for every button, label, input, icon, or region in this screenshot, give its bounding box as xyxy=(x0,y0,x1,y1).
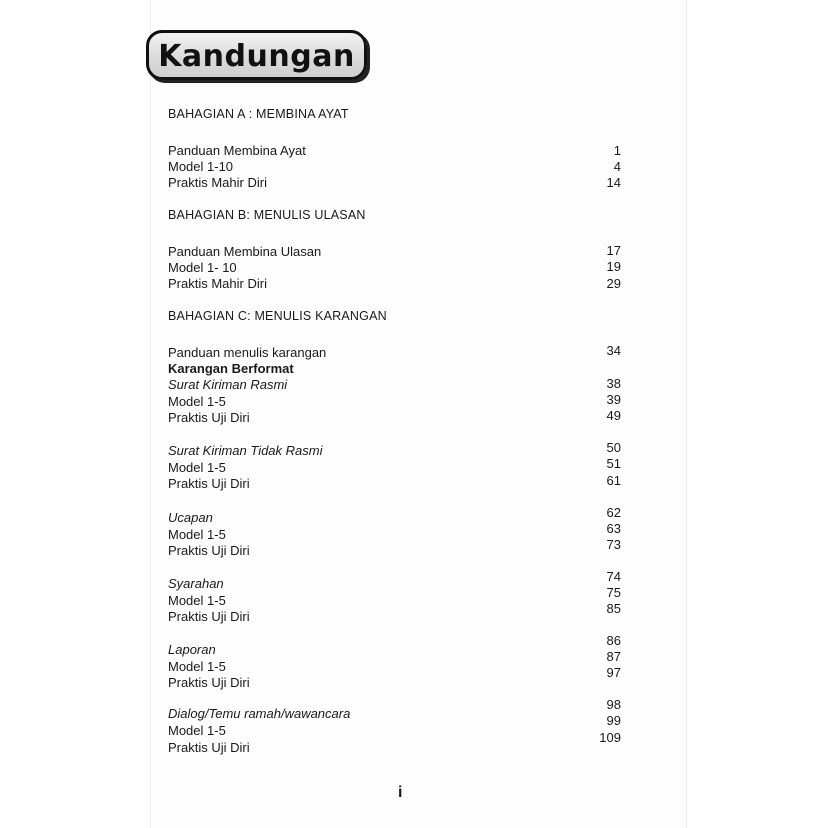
section-heading: BAHAGIAN C: MENULIS KARANGAN xyxy=(168,309,387,323)
toc-entry-label: Praktis Uji Diri xyxy=(168,675,250,690)
toc-entry-label: Praktis Uji Diri xyxy=(168,543,250,558)
toc-entry-page: 51 xyxy=(606,456,621,471)
section-heading: BAHAGIAN B: MENULIS ULASAN xyxy=(168,208,366,222)
toc-entry-label: Syarahan xyxy=(168,576,224,591)
toc-entry-page: 34 xyxy=(606,343,621,358)
toc-entry-page: 62 xyxy=(606,505,621,520)
toc-entry-label: Model 1-5 xyxy=(168,394,226,409)
toc-entry-label: Model 1- 10 xyxy=(168,260,237,275)
toc-entry-label: Model 1-5 xyxy=(168,593,226,608)
toc-entry-label: Praktis Uji Diri xyxy=(168,740,250,755)
toc-entry-page: 63 xyxy=(606,521,621,536)
page-number: i xyxy=(398,784,403,801)
toc-entry-page: 39 xyxy=(606,392,621,407)
toc-entry-label: Praktis Mahir Diri xyxy=(168,276,267,291)
toc-entry-label: Laporan xyxy=(168,642,216,657)
toc-entry-page: 98 xyxy=(606,697,621,712)
toc-entry-label: Praktis Uji Diri xyxy=(168,410,250,425)
section-heading: BAHAGIAN A : MEMBINA AYAT xyxy=(168,107,349,121)
toc-entry-label: Karangan Berformat xyxy=(168,361,294,376)
toc-entry-label: Panduan menulis karangan xyxy=(168,345,327,360)
toc-entry-label: Model 1-5 xyxy=(168,527,226,542)
toc-entry-label: Panduan Membina Ulasan xyxy=(168,244,322,259)
toc-entry-label: Surat Kiriman Rasmi xyxy=(168,377,288,392)
toc-entry-page: 75 xyxy=(606,585,621,600)
toc-entry-page: 61 xyxy=(606,473,621,488)
toc-entry-page: 50 xyxy=(606,440,621,455)
toc-entry-label: Panduan Membina Ayat xyxy=(168,143,306,158)
toc-entry-page: 109 xyxy=(599,730,621,745)
toc-entry-page: 85 xyxy=(606,601,621,616)
toc-entry-label: Praktis Uji Diri xyxy=(168,476,250,491)
toc-entry-label: Model 1-5 xyxy=(168,723,226,738)
toc-entry-page: 99 xyxy=(606,713,621,728)
toc-entry-page: 86 xyxy=(606,633,621,648)
title-banner xyxy=(146,30,367,80)
background-margin xyxy=(0,0,150,828)
toc-entry-page: 97 xyxy=(606,665,621,680)
toc-entry-label: Ucapan xyxy=(168,510,213,525)
toc-entry-page: 19 xyxy=(606,259,621,274)
toc-entry-page: 29 xyxy=(606,276,621,291)
toc-entry-page: 49 xyxy=(606,408,621,423)
toc-entry-label: Model 1-5 xyxy=(168,460,226,475)
toc-entry-label: Surat Kiriman Tidak Rasmi xyxy=(168,443,323,458)
toc-entry-page: 1 xyxy=(613,143,621,158)
toc-entry-page: 17 xyxy=(606,243,621,258)
toc-entry-page: 87 xyxy=(606,649,621,664)
toc-entry-page: 38 xyxy=(606,376,621,391)
toc-entry-label: Praktis Mahir Diri xyxy=(168,175,267,190)
toc-entry-page: 4 xyxy=(613,159,621,174)
toc-entry-page: 14 xyxy=(606,175,621,190)
toc-entry-page: 74 xyxy=(606,569,621,584)
page-title: Kandungan xyxy=(158,39,355,74)
toc-entry-label: Model 1-10 xyxy=(168,159,234,174)
toc-entry-label: Praktis Uji Diri xyxy=(168,609,250,624)
toc-entry-page: 73 xyxy=(606,537,621,552)
toc-entry-label: Model 1-5 xyxy=(168,659,226,674)
toc-entry-label: Dialog/Temu ramah/wawancara xyxy=(168,706,351,721)
